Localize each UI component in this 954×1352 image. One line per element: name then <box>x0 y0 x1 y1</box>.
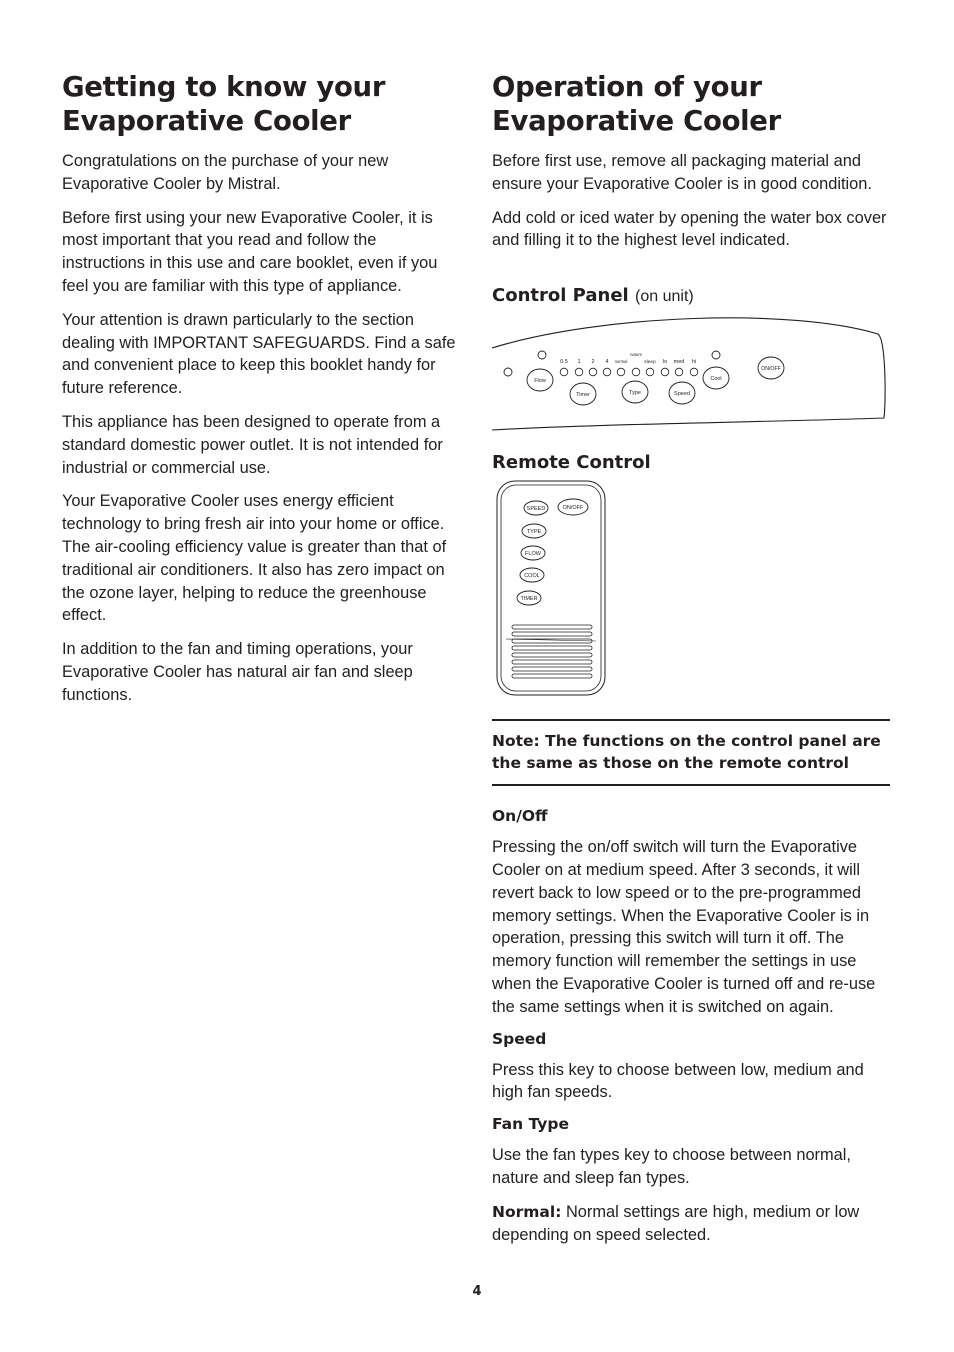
type-nature-led <box>632 368 640 376</box>
normal-label: Normal: <box>492 1202 562 1221</box>
panel-cool-label: Cool <box>710 376 722 383</box>
left-title <box>62 70 462 138</box>
speed-heading: Speed <box>492 1029 547 1048</box>
remote-cool-label: COOL <box>524 573 540 580</box>
type-label-normal: normal <box>614 359 628 365</box>
operation-intro-2: Add cold or iced water by opening the water box cover and filling it to the highest level indicated. <box>492 208 887 250</box>
speed-label-med: med <box>673 359 685 366</box>
onoff-heading: On/Off <box>492 807 548 826</box>
control-panel-subtitle: (on unit) <box>635 288 694 306</box>
speed-text: Press this key to choose between low, medium and high fan speeds. <box>492 1060 864 1102</box>
panel-speed-label: Speed <box>674 391 690 398</box>
intro-paragraph-2: Before first using your new Evaporative Cooler, it is most important that you read and follow the instructions in this use and care booklet, even if you feel you are familiar with this type of appliance. <box>62 208 438 295</box>
intro-paragraph-1: Congratulations on the purchase of your new Evaporative Cooler by Mistral. <box>62 152 389 193</box>
left-title-line1: Getting to know your <box>62 71 386 103</box>
speed-med-led <box>675 368 683 376</box>
remote-type-label: TYPE <box>526 529 542 536</box>
speed-label-lo: lo <box>662 359 668 366</box>
panel-type-label: Type <box>629 390 641 397</box>
timer-label-0.5: 0.5 <box>560 359 568 366</box>
page-number: 4 <box>472 1284 482 1299</box>
type-label-nature: nature <box>630 352 642 358</box>
note-box: Note: The functions on the control panel are the same as those on the remote control <box>492 719 890 786</box>
panel-flow-label: Flow <box>534 378 546 385</box>
intro-paragraph-5: Your Evaporative Cooler uses energy efficient technology to bring fresh air into your home or office. The air-cooling efficiency value is greater than that of traditional air conditioners. It also has zero impact on the ozone layer, helping to reduce the greenhouse effect. <box>62 492 447 625</box>
panel-onoff-label: ON/OFF <box>761 366 781 373</box>
type-normal-led <box>617 368 625 376</box>
timer-2-led <box>589 368 597 376</box>
fan-type-heading: Fan Type <box>492 1115 570 1134</box>
intro-paragraph-3: Your attention is drawn particularly to the section dealing with IMPORTANT SAFEGUARDS. Find a safe and convenient place to keep this booklet handy for future reference. <box>62 310 456 398</box>
control-panel-title: Control Panel <box>492 285 629 307</box>
right-title <box>492 70 890 138</box>
fan-type-text: Use the fan types key to choose between normal, nature and sleep fan types. <box>492 1146 851 1187</box>
control-panel-heading <box>492 285 890 306</box>
speed-hi-led <box>690 368 698 376</box>
intro-paragraph-6: In addition to the fan and timing operations, your Evaporative Cooler has natural air fan and sleep functions. <box>62 640 413 704</box>
control-panel-illustration <box>492 312 890 440</box>
intro-paragraph-4: This appliance has been designed to operate from a standard domestic power outlet. It is not intended for industrial or commercial use. <box>62 412 443 477</box>
timer-0.5-led <box>560 368 568 376</box>
type-sleep-led <box>646 368 654 376</box>
left-title-line2: Evaporative Cooler <box>62 105 351 137</box>
timer-1-led <box>575 368 583 376</box>
left-column <box>62 70 462 718</box>
right-title-line2: Evaporative Cooler <box>492 105 781 137</box>
onoff-text: Pressing the on/off switch will turn the Evaporative Cooler on at medium speed. After 3 seconds, it will revert back to low speed or to the pre-programmed memory settings. When the Evaporative Cooler is in operation, pressing this switch will turn it off. The memory function will remember the settings in use when the Evaporative Cooler is turned off and re-use the same settings when it is switched on again. <box>492 838 876 1016</box>
timer-label-1: 1 <box>577 359 581 366</box>
remote-speed-label: SPEED <box>526 506 546 513</box>
timer-4-led <box>603 368 611 376</box>
remote-flow-label: FLOW <box>525 551 541 558</box>
panel-timer-label: Timer <box>576 392 590 399</box>
type-label-sleep: sleep <box>644 360 656 366</box>
normal-paragraph <box>492 1201 890 1247</box>
remote-onoff-label: ON/OFF <box>562 505 584 512</box>
operation-intro-1: Before first use, remove all packaging material and ensure your Evaporative Cooler is in good condition. <box>492 152 872 193</box>
timer-label-4: 4 <box>605 359 609 366</box>
timer-label-2: 2 <box>591 359 595 366</box>
remote-control-heading: Remote Control <box>492 452 651 474</box>
remote-timer-label: TIMER <box>520 596 538 603</box>
remote-control-illustration <box>492 479 612 701</box>
right-column <box>492 70 890 1257</box>
speed-lo-led <box>661 368 669 376</box>
normal-text: Normal settings are high, medium or low depending on speed selected. <box>492 1202 860 1244</box>
right-title-line1: Operation of your <box>492 71 762 103</box>
speed-label-hi: hi <box>691 359 697 366</box>
